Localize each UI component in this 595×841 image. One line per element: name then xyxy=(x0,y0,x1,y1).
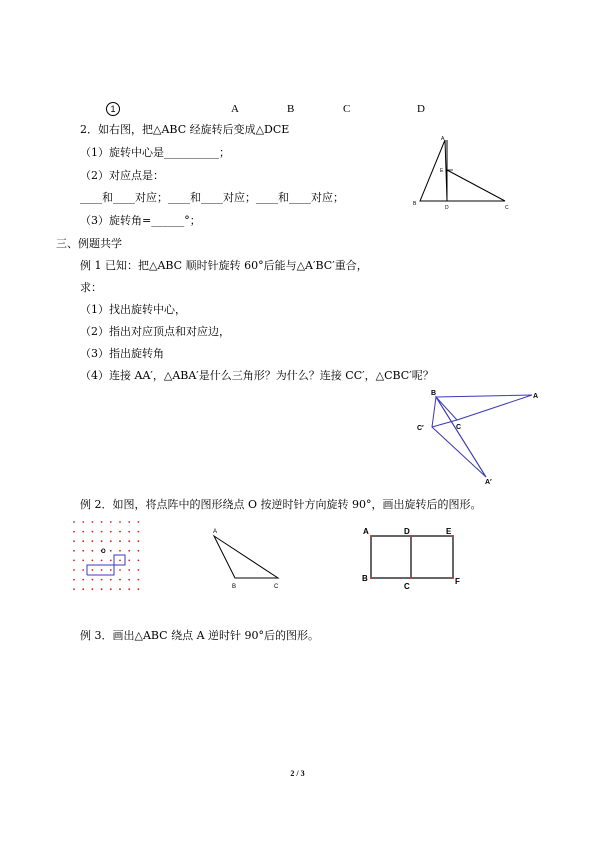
grid-dot xyxy=(128,579,130,581)
triangle-a1bc1 xyxy=(432,397,486,477)
ex1-ask: 求： xyxy=(80,281,102,294)
grid-dot xyxy=(119,531,121,533)
grid-dot xyxy=(82,540,84,542)
grid-dot xyxy=(82,560,84,562)
grid-dot xyxy=(92,560,94,562)
q2-figure xyxy=(408,133,518,213)
label-d: D xyxy=(404,527,410,536)
grid-dot xyxy=(110,540,112,542)
grid-dot xyxy=(138,531,140,533)
grid-dot xyxy=(73,521,75,523)
grid-dot xyxy=(92,531,94,533)
grid-dot xyxy=(128,588,130,590)
grid-dot xyxy=(73,588,75,590)
grid-dot xyxy=(73,560,75,562)
label-b: B xyxy=(431,390,437,397)
label-o: O xyxy=(101,549,106,555)
option-d: D xyxy=(417,103,425,115)
grid-dot xyxy=(119,569,121,571)
grid-dot xyxy=(138,550,140,552)
label-c: C xyxy=(274,584,279,590)
grid-dot xyxy=(119,521,121,523)
ex3-text: 例 3．画出△ABC 绕点 A 逆时针 90°后的图形。 xyxy=(80,629,320,642)
grid-dot xyxy=(101,540,103,542)
grid-dot xyxy=(73,579,75,581)
label-c: C xyxy=(505,205,509,211)
grid-dot xyxy=(101,579,103,581)
ex1-item-4: （4）连接 AA′，△ABA′是什么三角形？为什么？连接 CC′，△CBC′呢？ xyxy=(80,369,434,382)
grid-dot xyxy=(73,550,75,552)
grid-dot xyxy=(138,560,140,562)
page-number: 2 / 3 xyxy=(290,769,305,778)
grid-dot xyxy=(110,550,112,552)
option-b: B xyxy=(287,103,295,115)
grid-dot xyxy=(101,588,103,590)
grid-dot xyxy=(110,531,112,533)
label-e: E xyxy=(440,168,444,174)
grid-dot xyxy=(138,569,140,571)
q2-line2: （2）对应点是： xyxy=(80,169,164,182)
grid-dot xyxy=(92,569,94,571)
grid-dot xyxy=(82,550,84,552)
ex2-squares-figure xyxy=(358,520,468,592)
grid-dot xyxy=(110,560,112,562)
label-c: C xyxy=(456,424,462,431)
dot-grid-figure xyxy=(68,518,148,594)
grid-dot xyxy=(92,521,94,523)
grid-dot xyxy=(119,550,121,552)
ex1-item-3: （3）指出旋转角 xyxy=(80,347,164,360)
grid-dot xyxy=(82,531,84,533)
label-f: F xyxy=(455,577,460,586)
section-heading: 三、例题共学 xyxy=(56,237,122,250)
grid-dot xyxy=(110,521,112,523)
ex1-figure xyxy=(410,385,550,485)
grid-dot xyxy=(92,588,94,590)
grid-dot xyxy=(82,579,84,581)
label-d: D xyxy=(445,205,449,211)
grid-dot xyxy=(128,550,130,552)
label-b: B xyxy=(362,574,368,583)
grid-dot xyxy=(138,521,140,523)
circled-number: 1 xyxy=(106,102,120,116)
label-c-prime: C′ xyxy=(417,425,424,432)
grid-dot xyxy=(128,540,130,542)
grid-dot xyxy=(73,569,75,571)
label-b: B xyxy=(232,584,237,590)
label-a: A xyxy=(363,527,369,536)
q2-line1: （1）旋转中心是__________； xyxy=(80,146,230,159)
grid-dot xyxy=(128,531,130,533)
ex2-text: 例 2．如图，将点阵中的图形绕点 O 按逆时针方向旋转 90°，画出旋转后的图形。 xyxy=(80,498,482,511)
triangle-abc xyxy=(214,536,278,578)
label-e: E xyxy=(446,527,452,536)
grid-dot xyxy=(101,569,103,571)
grid-dot xyxy=(110,588,112,590)
q2-line4: （3）旋转角=______°； xyxy=(80,214,201,227)
option-a: A xyxy=(231,103,239,115)
option-c: C xyxy=(343,103,351,115)
grid-dot xyxy=(119,588,121,590)
grid-shape xyxy=(87,555,125,575)
ex1-item-1: （1）找出旋转中心， xyxy=(80,303,186,316)
label-b: B xyxy=(413,201,417,207)
grid-dot xyxy=(110,579,112,581)
grid-dot xyxy=(110,569,112,571)
grid-dot xyxy=(138,540,140,542)
grid-dot xyxy=(138,579,140,581)
grid-dot xyxy=(128,569,130,571)
grid-dot xyxy=(82,588,84,590)
grid-dot xyxy=(73,531,75,533)
ex1-item-2: （2）指出对应顶点和对应边， xyxy=(80,325,230,338)
triangle-abc xyxy=(436,395,532,420)
grid-dot xyxy=(73,540,75,542)
label-a: A xyxy=(533,393,539,400)
grid-dot xyxy=(138,588,140,590)
label-a: A xyxy=(441,136,445,142)
grid-dot xyxy=(92,540,94,542)
grid-dot xyxy=(119,560,121,562)
grid-dot xyxy=(119,540,121,542)
q2-title: 2．如右图，把△ABC 经旋转后变成△DCE xyxy=(80,123,290,136)
grid-dot xyxy=(119,579,121,581)
grid-dot xyxy=(82,569,84,571)
ex2-triangle-figure xyxy=(208,522,288,594)
grid-dot xyxy=(92,579,94,581)
ex1-intro: 例 1 已知：把△ABC 顺时针旋转 60°后能与△A′BC′重合， xyxy=(80,259,368,272)
label-a: A xyxy=(213,529,218,535)
label-a-prime: A′ xyxy=(485,479,492,485)
grid-dot xyxy=(128,560,130,562)
rectangle-aefb xyxy=(371,536,453,578)
grid-dot xyxy=(101,521,103,523)
segment-ec xyxy=(447,170,505,201)
grid-dot xyxy=(92,550,94,552)
grid-dot xyxy=(101,560,103,562)
grid-dot xyxy=(82,521,84,523)
q2-line3: ____和____对应；____和____对应；____和____对应； xyxy=(80,191,344,204)
grid-dot xyxy=(128,521,130,523)
label-c: C xyxy=(404,582,410,591)
grid-dot xyxy=(101,531,103,533)
